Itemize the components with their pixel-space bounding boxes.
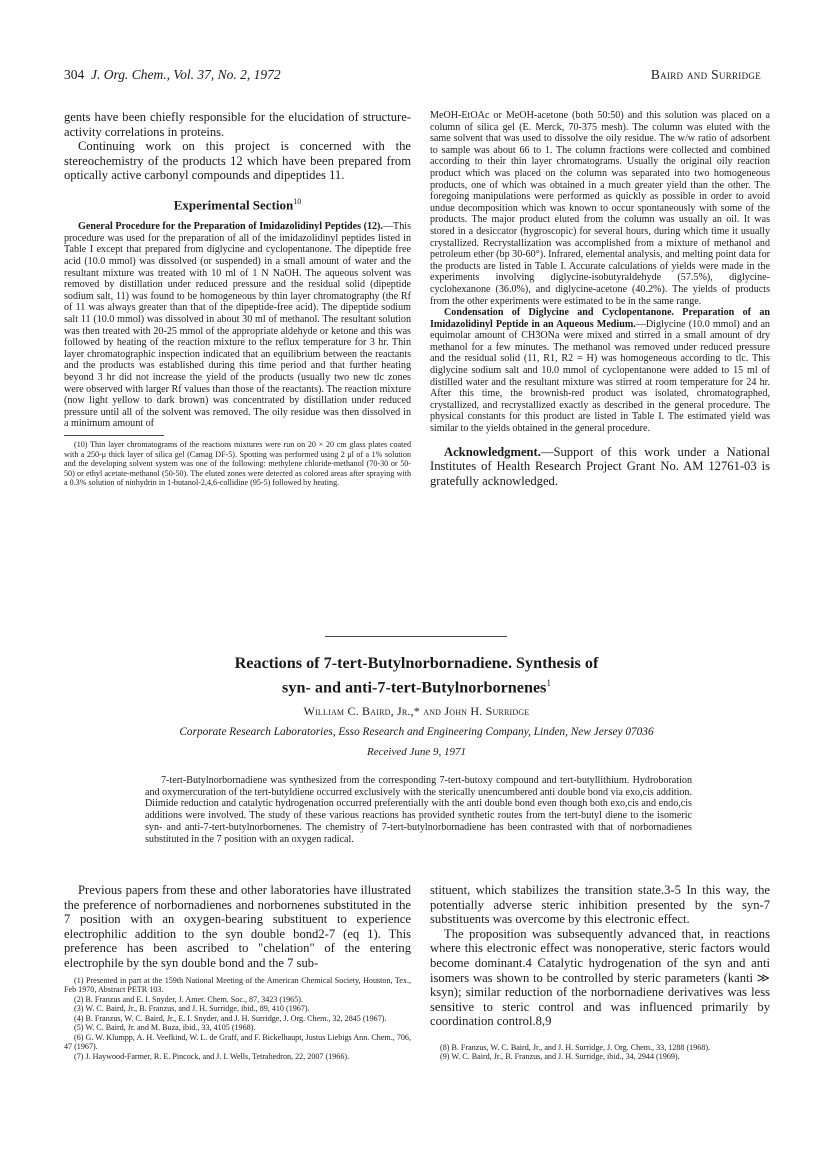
acknowledgment-heading: Acknowledgment. (444, 444, 541, 459)
footnote-6: (6) G. W. Klumpp, A. H. Veefkind, W. L. de Graff, and F. Bickelhaupt, Justus Liebigs Ann. Chem., 706, 47 (1967). (64, 1032, 411, 1052)
acknowledgment-text: —Support of this work under a National Institutes of Health Research Project Grant No. AM 12761-03 is gratefully acknowledged. (430, 444, 770, 488)
article-authors: William C. Baird, Jr.,* and John H. Surridge (303, 704, 530, 718)
footnote-1: (1) Presented in part at the 159th National Meeting of the American Chemical Society, Houston, Tex., Feb 1970, Abstract PETR 103. (64, 975, 411, 995)
footnote-3: (3) W. C. Baird, Jr., B. Franzus, and J. H. Surridge, ibid., 89, 410 (1967). (74, 1004, 310, 1014)
general-procedure-text: —This procedure was used for the preparation of all of the imidazolidinyl peptides listed in Table I except that prepared from diglycine and cyclopentanone. The dipeptide free acid (10.0 mmol) was dissolved (or suspended) in a small amount of water and the resultant mixture was treated with 10 ml of 1 N NaOH. The aqueous solvent was removed by distillation under reduced pressure and the residual solid (dipeptide sodium salt, 11) was found to be homogeneous by thin layer chromatography (the Rf of 11 was always greater than that of the dipeptide-free acid). The dipeptide sodium salt 11 (10.0 mmol) was dissolved in about 30 ml of methanol. The resultant solution was then treated with 20-25 mmol of the appropriate aldehyde or ketone and this was followed by heating of the reaction mixture to the reflux temperature for 3 hr. Thin layer chromatographic inspection indicated that an equilibrium between the reactants and the products was established during this time period and that further heating beyond 3 hr did not increase the yield of the products (usually two new tlc zones were observed with larger Rf values than those of the reactants). The reaction mixture (now light yellow to dark brown) was concentrated by distillation under reduced pressure until all of the solvent was removed. The oily residue was then dissolved in a minimum amount of (64, 221, 411, 430)
journal-citation: J. Org. Chem., Vol. 37, No. 2, 1972 (91, 67, 281, 82)
general-procedure-heading: General Procedure for the Preparation of Imidazolidinyl Peptides (12). (78, 221, 383, 233)
footnote-rule (64, 435, 164, 436)
right-column-lower (430, 883, 770, 1062)
running-header (64, 67, 761, 87)
received-date: Received June 9, 1971 (367, 746, 466, 758)
footnote-10: (10) Thin layer chromatograms of the reactions mixtures were run on 20 × 20 cm glass plates coated with a 250-μ thick layer of silica gel (Camag DF-5). Spotting was performed using 2 μl of a 1% solution and the developing solvent system was one of the following: methylene chloride-methanol (70-30 or 50-50) or ethyl acetate-methanol (50-50). The eluted zones were detected as colored areas after spraying with a 0.3% solution of ninhydrin in 1-butanol-2,4,6-collidine (95-5) followed by heating. (64, 439, 411, 488)
footnote-2: (2) B. Franzus and E. I. Snyder, J. Amer. Chem. Soc., 87, 3423 (1965). (74, 994, 303, 1004)
condensation-heading: Condensation of Diglycine and Cyclopentanone. Preparation of an Imidazolidinyl Peptide in an Aqueous Medium. (430, 307, 770, 330)
article-title-line-2: syn- and anti-7-tert-Butylnorbornenes$^1$ (282, 678, 551, 697)
footnote-8: (8) B. Franzus, W. C. Baird, Jr., and J. H. Surridge, J. Org. Chem., 33, 1288 (1968). (440, 1042, 711, 1052)
intro-continuation: gents have been chiefly responsible for the elucidation of structure-activity correlations in proteins. (64, 110, 411, 139)
abstract: 7-tert-Butylnorbornadiene was synthesized from the corresponding 7-tert-butoxy compound and tert-butyllithium. Hydroboration and oxymercuration of the tert-butyldiene occurred exclusively with the sterically unencumbered anti double bond via exo,cis addition. Diimide reduction and catalytic hydrogenation occurred preferentially with the anti double bond even though both exo,cis and endo,cis additions were involved. The study of these various reactions has provided synthetic routes from the tert-butyl diene to the isomeric syn- and anti-7-tert-butylnorbornenes. The chemistry of 7-tert-butylnorbornadiene has been contrasted with that of norbornadienes substituted in the 7 position with an oxygen radical. (145, 775, 692, 845)
introduction-paragraph: Previous papers from these and other laboratories have illustrated the preference of norbornadienes and norbornenes substituted in the 7 position with an oxygen-bearing substituent to experience electrophilic addition to the syn double bond2-7 (eq 1). This preference has been ascribed to "chelation" of the entering electrophile by the syn double bond and the 7 sub- (64, 883, 411, 970)
body-paragraph-2: The proposition was subsequently advanced that, in reactions where this electronic effect was nonoperative, steric factors would become dominant.4 Catalytic hydrogenation of the syn and anti isomers was shown to be controlled by steric parameters (kanti ≫ ksyn); similar reduction of the norbornadiene derivatives was less sensitive to steric control and was influenced primarily by coordination control.8,9 (430, 926, 770, 1029)
article-title-line-1: Reactions of 7-tert-Butylnorbornadiene. Synthesis of (234, 654, 599, 672)
footnote-5: (5) W. C. Baird, Jr. and M. Buza, ibid., 33, 4105 (1968). (74, 1023, 256, 1033)
footnote-4: (4) B. Franzus, W. C. Baird, Jr., E. I. Snyder, and J. H. Surridge, J. Org. Chem., 32, 2845 (1967). (74, 1013, 387, 1023)
running-head-authors: Baird and Surridge (650, 67, 761, 82)
footnote-9: (9) W. C. Baird, Jr., B. Franzus, and J. H. Surridge, ibid., 34, 2944 (1969). (440, 1052, 680, 1062)
general-procedure-paragraph (64, 221, 411, 430)
condensation-paragraph (430, 307, 770, 435)
article-separator-rule (325, 636, 507, 637)
left-column-upper (64, 110, 411, 488)
right-column-upper (430, 110, 770, 488)
experimental-section-heading: Experimental Section$^{10}$ (173, 196, 302, 213)
footnotes-left (64, 976, 411, 1062)
intro-paragraph: Continuing work on this project is concerned with the stereochemistry of the products 12 which have been prepared from optically active carbonyl compounds and dipeptides 11. (64, 139, 411, 183)
acknowledgment-paragraph (430, 445, 770, 489)
footnote-7: (7) J. Haywood-Farmer, R. E. Pincock, and J. I. Wells, Tetrahedron, 22, 2007 (1966). (74, 1051, 350, 1061)
footnotes-right (430, 1043, 770, 1062)
article-affiliation: Corporate Research Laboratories, Esso Research and Engineering Company, Linden, New Jersey 07036 (179, 726, 654, 738)
page-number: 304 (64, 67, 85, 82)
chromatography-paragraph: MeOH-EtOAc or MeOH-acetone (both 50:50) and this solution was placed on a column of silica gel (E. Merck, 70-375 mesh). The column was eluted with the same solvent that was used to dissolve the oily residue. The w/w ratio of adsorbent to sample was about 66 to 1. The column fractions were collected and combined according to their thin layer chromatograms. Usually the original oily reaction product which was placed on the column was separated into two homogeneous products, one of which was obtained in a much greater yield than the other. The foregoing manipulations were performed as quickly as possible in order to avoid undue decomposition which was known to occur spontaneously with some of the products. The major product eluted from the column was usually an oil. It was stored in a desiccator (hygroscopic) for several hours, during which time it usually crystallized. Recrystallization was accomplished from a mixture of methanol and petroleum ether (bp 30-60°). Infrared, elemental analysis, and melting point data for the products are listed in Table I. Accurate calculations of yields were made in the experiments involving diglycine-isobutyraldehyde (57.5%), diglycine-cyclohexanone (36.0%), and diglycine-acetone (40.2%). The yields of products from the other experiments were estimated to be in the same range. (430, 110, 770, 307)
left-column-lower (64, 883, 411, 1061)
body-paragraph-1: stituent, which stabilizes the transition state.3-5 In this way, the potentially adverse steric inhibition presented by the syn-7 substituents was overcome by this electronic effect. (430, 883, 770, 927)
article-title (100, 653, 733, 697)
condensation-text: —Diglycine (10.0 mmol) and an equimolar amount of CH3ONa were mixed and stirred in a small amount of dry methanol for a few minutes. The methanol was removed under reduced pressure and the residual solid (11, R1, R2 = H) was homogeneous according to tlc. This diglycine sodium salt and 10.0 mmol of cyclopentanone were added to 15 ml of distilled water and the resultant mixture was stirred at room temperature for 24 hr. After this time, the brownish-red product was isolated, chromatographed, crystallized, and recrystallized exactly as described in the general procedure. The physical constants for this product are listed in Table I. The estimated yield was similar to the yields obtained in the general procedure. (430, 318, 770, 435)
